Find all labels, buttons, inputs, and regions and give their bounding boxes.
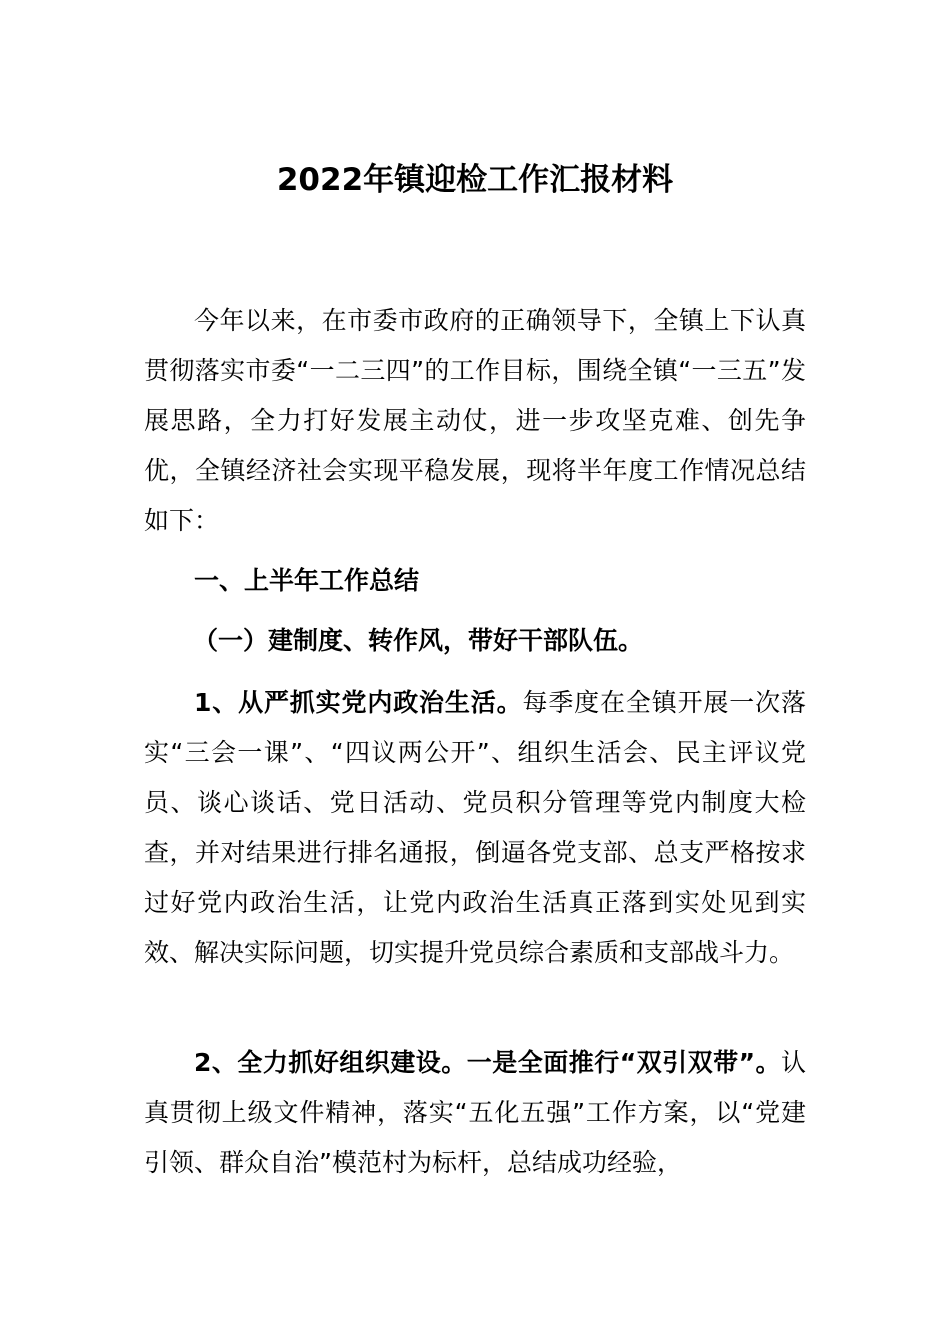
item-2-text <box>144 1038 806 1188</box>
item-1-body: 每季度在全镇开展一次落实“三会一课”、“四议两公开”、组织生活会、民主评议党员、谈心谈话、党日活动、党员积分管理等党内制度大检查，并对结果进行排名通报，倒逼各党支部、总支严格按求过好党内政治生活，让党内政治生活真正落到实处见到实效、解决实际问题，切实提升党员综合素质和支部战斗力。 <box>144 688 806 967</box>
item-2-lead: 2、全力抓好组织建设。一是全面推行“双引双带”。 <box>194 1048 781 1077</box>
intro-paragraph <box>144 296 806 546</box>
item-1-paragraph <box>144 678 806 978</box>
item-2-paragraph <box>144 1038 806 1188</box>
subsection-heading-text: （一）建制度、转作风，带好干部队伍。 <box>193 626 644 655</box>
item-2-body: 认真贯彻上级文件精神，落实“五化五强”工作方案，以“党建引领、群众自治”模范村为标杆，总结成功经验， <box>144 1048 806 1177</box>
section-heading <box>144 556 806 606</box>
document-title: 2022年镇迎检工作汇报材料 <box>276 162 674 198</box>
intro-text: 今年以来，在市委市政府的正确领导下，全镇上下认真贯彻落实市委“一二三四”的工作目标，围绕全镇“一三五”发展思路，全力打好发展主动仗，进一步攻坚克难、创先争优，全镇经济社会实现平稳发展，现将半年度工作情况总结如下： <box>144 306 806 535</box>
section-heading-text: 一、上半年工作总结 <box>194 566 420 595</box>
item-1-lead: 1、从严抓实党内政治生活。 <box>194 688 523 717</box>
item-1-text <box>144 678 806 978</box>
subsection-heading <box>144 616 820 666</box>
